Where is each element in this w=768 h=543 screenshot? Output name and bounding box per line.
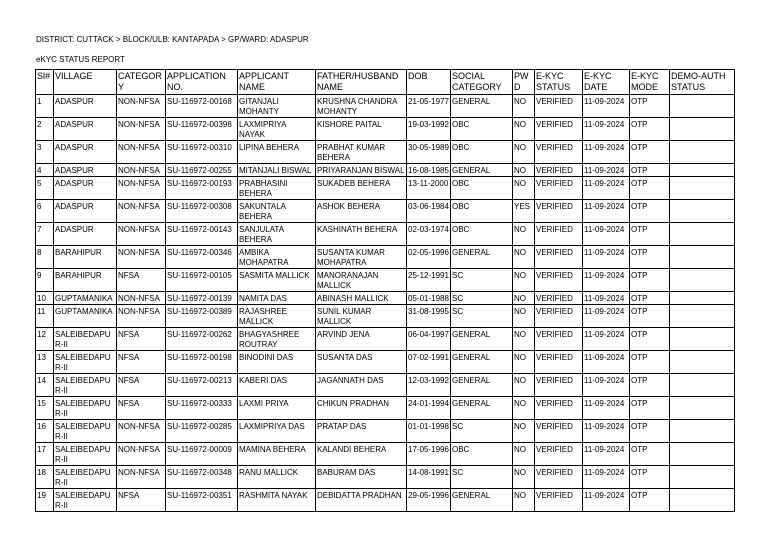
cell-dob: 31-08-1995 xyxy=(407,305,451,328)
cell-village: GUPTAMANIKA xyxy=(54,292,117,305)
cell-pwd: NO xyxy=(513,351,535,374)
cell-demo-auth-status xyxy=(670,246,735,269)
cell-demo-auth-status xyxy=(670,397,735,420)
cell-social-category: GENERAL xyxy=(451,164,513,177)
cell-pwd: NO xyxy=(513,328,535,351)
cell-category: NON-NFSA xyxy=(117,141,166,164)
cell-sl-no: 19 xyxy=(36,489,54,512)
table-row xyxy=(36,223,735,246)
cell-dob: 17-05-1996 xyxy=(407,443,451,466)
table-row xyxy=(36,305,735,328)
column-header-village: VILLAGE xyxy=(54,70,117,95)
cell-category: NON-NFSA xyxy=(117,466,166,489)
cell-ekyc-mode: OTP xyxy=(630,328,670,351)
cell-applicant-name: SAKUNTALA BEHERA xyxy=(238,200,316,223)
location-breadcrumb: DISTRICT: CUTTACK > BLOCK/ULB: KANTAPADA > GP/WARD: ADASPUR xyxy=(36,35,309,44)
cell-ekyc-mode: OTP xyxy=(630,292,670,305)
cell-father-husband-name: ASHOK BEHERA xyxy=(316,200,407,223)
cell-ekyc-date: 11-09-2024 xyxy=(583,292,630,305)
cell-sl-no: 8 xyxy=(36,246,54,269)
cell-dob: 19-03-1992 xyxy=(407,118,451,141)
cell-father-husband-name: KASHINATH BEHERA xyxy=(316,223,407,246)
cell-category: NFSA xyxy=(117,489,166,512)
cell-social-category: GENERAL xyxy=(451,246,513,269)
cell-application-no: SU-116972-00193 xyxy=(166,177,238,200)
cell-social-category: GENERAL xyxy=(451,374,513,397)
cell-ekyc-date: 11-09-2024 xyxy=(583,95,630,118)
cell-application-no: SU-116972-00351 xyxy=(166,489,238,512)
cell-category: NFSA xyxy=(117,397,166,420)
cell-father-husband-name: BABURAM DAS xyxy=(316,466,407,489)
cell-ekyc-status: VERIFIED xyxy=(535,305,583,328)
cell-ekyc-mode: OTP xyxy=(630,246,670,269)
table-row xyxy=(36,328,735,351)
cell-ekyc-date: 11-09-2024 xyxy=(583,118,630,141)
cell-village: SALEIBEDAPUR-II xyxy=(54,489,117,512)
cell-pwd: NO xyxy=(513,246,535,269)
cell-dob: 05-01-1988 xyxy=(407,292,451,305)
cell-ekyc-mode: OTP xyxy=(630,305,670,328)
cell-ekyc-status: VERIFIED xyxy=(535,95,583,118)
cell-ekyc-date: 11-09-2024 xyxy=(583,328,630,351)
cell-pwd: NO xyxy=(513,118,535,141)
cell-father-husband-name: KISHORE PAITAL xyxy=(316,118,407,141)
cell-applicant-name: KABERI DAS xyxy=(238,374,316,397)
cell-father-husband-name: CHIKUN PRADHAN xyxy=(316,397,407,420)
cell-applicant-name: LIPINA BEHERA xyxy=(238,141,316,164)
cell-category: NFSA xyxy=(117,328,166,351)
cell-category: NON-NFSA xyxy=(117,420,166,443)
cell-ekyc-mode: OTP xyxy=(630,489,670,512)
cell-ekyc-mode: OTP xyxy=(630,177,670,200)
column-header-ekyc-status: E-KYC STATUS xyxy=(535,70,583,95)
cell-category: NON-NFSA xyxy=(117,305,166,328)
table-row xyxy=(36,420,735,443)
cell-village: ADASPUR xyxy=(54,200,117,223)
cell-category: NFSA xyxy=(117,351,166,374)
table-row xyxy=(36,292,735,305)
cell-ekyc-status: VERIFIED xyxy=(535,164,583,177)
cell-demo-auth-status xyxy=(670,420,735,443)
ekyc-status-table xyxy=(35,69,735,512)
cell-ekyc-date: 11-09-2024 xyxy=(583,164,630,177)
cell-applicant-name: AMBIKA MOHAPATRA xyxy=(238,246,316,269)
cell-applicant-name: BHAGYASHREE ROUTRAY xyxy=(238,328,316,351)
cell-social-category: SC xyxy=(451,269,513,292)
cell-application-no: SU-116972-00262 xyxy=(166,328,238,351)
table-row xyxy=(36,141,735,164)
cell-dob: 06-04-1997 xyxy=(407,328,451,351)
cell-ekyc-mode: OTP xyxy=(630,200,670,223)
cell-dob: 03-06-1984 xyxy=(407,200,451,223)
cell-village: BARAHIPUR xyxy=(54,269,117,292)
cell-social-category: OBC xyxy=(451,118,513,141)
table-row xyxy=(36,246,735,269)
cell-pwd: NO xyxy=(513,420,535,443)
cell-ekyc-date: 11-09-2024 xyxy=(583,443,630,466)
cell-demo-auth-status xyxy=(670,223,735,246)
cell-social-category: OBC xyxy=(451,223,513,246)
cell-sl-no: 3 xyxy=(36,141,54,164)
cell-ekyc-mode: OTP xyxy=(630,269,670,292)
cell-category: NON-NFSA xyxy=(117,177,166,200)
table-row xyxy=(36,489,735,512)
cell-village: SALEIBEDAPUR-II xyxy=(54,351,117,374)
cell-village: ADASPUR xyxy=(54,223,117,246)
cell-application-no: SU-116972-00139 xyxy=(166,292,238,305)
cell-ekyc-status: VERIFIED xyxy=(535,328,583,351)
table-header-row xyxy=(36,70,735,95)
cell-social-category: GENERAL xyxy=(451,95,513,118)
cell-application-no: SU-116972-00333 xyxy=(166,397,238,420)
report-title: eKYC STATUS REPORT xyxy=(36,55,125,64)
cell-ekyc-status: VERIFIED xyxy=(535,246,583,269)
cell-applicant-name: RANU MALLICK xyxy=(238,466,316,489)
cell-village: GUPTAMANIKA xyxy=(54,305,117,328)
column-header-pwd: PWD xyxy=(513,70,535,95)
table-row xyxy=(36,118,735,141)
table-row xyxy=(36,443,735,466)
cell-applicant-name: RASHMITA NAYAK xyxy=(238,489,316,512)
cell-ekyc-date: 11-09-2024 xyxy=(583,223,630,246)
cell-ekyc-mode: OTP xyxy=(630,443,670,466)
cell-demo-auth-status xyxy=(670,489,735,512)
cell-ekyc-date: 11-09-2024 xyxy=(583,246,630,269)
cell-applicant-name: MITANJALI BISWAL xyxy=(238,164,316,177)
cell-social-category: OBC xyxy=(451,177,513,200)
table-row xyxy=(36,466,735,489)
cell-application-no: SU-116972-00348 xyxy=(166,466,238,489)
cell-applicant-name: PRABHASINI BEHERA xyxy=(238,177,316,200)
cell-application-no: SU-116972-00009 xyxy=(166,443,238,466)
table-row xyxy=(36,164,735,177)
cell-applicant-name: BINODINI DAS xyxy=(238,351,316,374)
cell-father-husband-name: MANORANAJAN MALLICK xyxy=(316,269,407,292)
cell-dob: 24-01-1994 xyxy=(407,397,451,420)
cell-applicant-name: LAXMIPRIYA DAS xyxy=(238,420,316,443)
table-row xyxy=(36,351,735,374)
cell-father-husband-name: PRIYARANJAN BISWAL xyxy=(316,164,407,177)
cell-applicant-name: NAMITA DAS xyxy=(238,292,316,305)
cell-demo-auth-status xyxy=(670,443,735,466)
cell-dob: 02-05-1996 xyxy=(407,246,451,269)
cell-sl-no: 1 xyxy=(36,95,54,118)
column-header-ekyc-mode: E-KYC MODE xyxy=(630,70,670,95)
table-row xyxy=(36,374,735,397)
cell-sl-no: 17 xyxy=(36,443,54,466)
cell-pwd: NO xyxy=(513,466,535,489)
cell-ekyc-status: VERIFIED xyxy=(535,374,583,397)
cell-father-husband-name: KALANDI BEHERA xyxy=(316,443,407,466)
cell-village: SALEIBEDAPUR-II xyxy=(54,374,117,397)
cell-ekyc-mode: OTP xyxy=(630,118,670,141)
cell-sl-no: 14 xyxy=(36,374,54,397)
cell-pwd: NO xyxy=(513,164,535,177)
cell-village: SALEIBEDAPUR-II xyxy=(54,328,117,351)
cell-sl-no: 7 xyxy=(36,223,54,246)
cell-application-no: SU-116972-00308 xyxy=(166,200,238,223)
cell-father-husband-name: PRATAP DAS xyxy=(316,420,407,443)
cell-applicant-name: GITANJALI MOHANTY xyxy=(238,95,316,118)
cell-ekyc-date: 11-09-2024 xyxy=(583,351,630,374)
cell-father-husband-name: SUNIL KUMAR MALLICK xyxy=(316,305,407,328)
table-row xyxy=(36,95,735,118)
cell-application-no: SU-116972-00255 xyxy=(166,164,238,177)
cell-social-category: SC xyxy=(451,420,513,443)
cell-social-category: SC xyxy=(451,305,513,328)
cell-demo-auth-status xyxy=(670,269,735,292)
cell-ekyc-mode: OTP xyxy=(630,141,670,164)
cell-demo-auth-status xyxy=(670,95,735,118)
cell-father-husband-name: ABINASH MALLICK xyxy=(316,292,407,305)
cell-ekyc-status: VERIFIED xyxy=(535,200,583,223)
cell-dob: 01-01-1998 xyxy=(407,420,451,443)
cell-application-no: SU-116972-00105 xyxy=(166,269,238,292)
cell-ekyc-date: 11-09-2024 xyxy=(583,141,630,164)
cell-category: NON-NFSA xyxy=(117,200,166,223)
cell-village: SALEIBEDAPUR-II xyxy=(54,420,117,443)
cell-sl-no: 16 xyxy=(36,420,54,443)
column-header-application-no: APPLICATION NO. xyxy=(166,70,238,95)
cell-father-husband-name: JAGANNATH DAS xyxy=(316,374,407,397)
cell-father-husband-name: SUSANTA KUMAR MOHAPATRA xyxy=(316,246,407,269)
cell-ekyc-status: VERIFIED xyxy=(535,397,583,420)
table-row xyxy=(36,269,735,292)
table-row xyxy=(36,200,735,223)
cell-sl-no: 2 xyxy=(36,118,54,141)
cell-application-no: SU-116972-00198 xyxy=(166,351,238,374)
cell-applicant-name: MAMINA BEHERA xyxy=(238,443,316,466)
column-header-sl-no: Sl# xyxy=(36,70,54,95)
cell-pwd: NO xyxy=(513,374,535,397)
cell-pwd: NO xyxy=(513,397,535,420)
cell-demo-auth-status xyxy=(670,466,735,489)
column-header-father-husband-name: FATHER/HUSBAND NAME xyxy=(316,70,407,95)
cell-demo-auth-status xyxy=(670,118,735,141)
cell-social-category: OBC xyxy=(451,141,513,164)
cell-pwd: NO xyxy=(513,305,535,328)
cell-village: SALEIBEDAPUR-II xyxy=(54,397,117,420)
cell-application-no: SU-116972-00389 xyxy=(166,305,238,328)
cell-category: NFSA xyxy=(117,269,166,292)
cell-sl-no: 11 xyxy=(36,305,54,328)
cell-ekyc-date: 11-09-2024 xyxy=(583,374,630,397)
table-body xyxy=(36,95,735,512)
cell-social-category: OBC xyxy=(451,200,513,223)
cell-social-category: GENERAL xyxy=(451,397,513,420)
cell-father-husband-name: DEBIDATTA PRADHAN xyxy=(316,489,407,512)
cell-demo-auth-status xyxy=(670,141,735,164)
cell-application-no: SU-116972-00285 xyxy=(166,420,238,443)
cell-demo-auth-status xyxy=(670,351,735,374)
cell-father-husband-name: SUSANTA DAS xyxy=(316,351,407,374)
cell-demo-auth-status xyxy=(670,200,735,223)
cell-ekyc-status: VERIFIED xyxy=(535,489,583,512)
cell-category: NON-NFSA xyxy=(117,292,166,305)
cell-applicant-name: SASMITA MALLICK xyxy=(238,269,316,292)
column-header-applicant-name: APPLICANT NAME xyxy=(238,70,316,95)
cell-village: SALEIBEDAPUR-II xyxy=(54,443,117,466)
cell-ekyc-mode: OTP xyxy=(630,397,670,420)
cell-ekyc-date: 11-09-2024 xyxy=(583,200,630,223)
column-header-demo-auth-status: DEMO-AUTH STATUS xyxy=(670,70,735,95)
cell-applicant-name: LAXMIPRIYA NAYAK xyxy=(238,118,316,141)
cell-demo-auth-status xyxy=(670,164,735,177)
cell-dob: 14-08-1991 xyxy=(407,466,451,489)
cell-pwd: NO xyxy=(513,141,535,164)
table-row xyxy=(36,177,735,200)
cell-demo-auth-status xyxy=(670,292,735,305)
cell-ekyc-date: 11-09-2024 xyxy=(583,397,630,420)
cell-ekyc-status: VERIFIED xyxy=(535,269,583,292)
column-header-ekyc-date: E-KYC DATE xyxy=(583,70,630,95)
cell-application-no: SU-116972-00168 xyxy=(166,95,238,118)
cell-village: SALEIBEDAPUR-II xyxy=(54,466,117,489)
cell-pwd: NO xyxy=(513,223,535,246)
cell-dob: 30-05-1989 xyxy=(407,141,451,164)
cell-dob: 25-12-1991 xyxy=(407,269,451,292)
column-header-dob: DOB xyxy=(407,70,451,95)
cell-ekyc-status: VERIFIED xyxy=(535,223,583,246)
cell-category: NON-NFSA xyxy=(117,223,166,246)
cell-ekyc-mode: OTP xyxy=(630,95,670,118)
column-header-category: CATEGORY xyxy=(117,70,166,95)
cell-category: NON-NFSA xyxy=(117,246,166,269)
cell-sl-no: 6 xyxy=(36,200,54,223)
cell-ekyc-date: 11-09-2024 xyxy=(583,489,630,512)
cell-applicant-name: LAXMI PRIYA xyxy=(238,397,316,420)
cell-ekyc-status: VERIFIED xyxy=(535,443,583,466)
cell-dob: 12-03-1992 xyxy=(407,374,451,397)
cell-demo-auth-status xyxy=(670,305,735,328)
cell-pwd: NO xyxy=(513,95,535,118)
cell-ekyc-date: 11-09-2024 xyxy=(583,305,630,328)
cell-dob: 07-02-1991 xyxy=(407,351,451,374)
cell-ekyc-mode: OTP xyxy=(630,351,670,374)
cell-application-no: SU-116972-00143 xyxy=(166,223,238,246)
cell-category: NON-NFSA xyxy=(117,118,166,141)
cell-pwd: NO xyxy=(513,443,535,466)
cell-applicant-name: SANJULATA BEHERA xyxy=(238,223,316,246)
cell-application-no: SU-116972-00213 xyxy=(166,374,238,397)
cell-ekyc-status: VERIFIED xyxy=(535,292,583,305)
table-row xyxy=(36,397,735,420)
cell-ekyc-date: 11-09-2024 xyxy=(583,177,630,200)
cell-ekyc-date: 11-09-2024 xyxy=(583,269,630,292)
cell-ekyc-status: VERIFIED xyxy=(535,118,583,141)
cell-pwd: NO xyxy=(513,489,535,512)
cell-ekyc-status: VERIFIED xyxy=(535,420,583,443)
cell-sl-no: 9 xyxy=(36,269,54,292)
cell-dob: 21-05-1977 xyxy=(407,95,451,118)
cell-pwd: NO xyxy=(513,269,535,292)
cell-ekyc-mode: OTP xyxy=(630,164,670,177)
cell-father-husband-name: ARVIND JENA xyxy=(316,328,407,351)
cell-sl-no: 5 xyxy=(36,177,54,200)
cell-sl-no: 18 xyxy=(36,466,54,489)
cell-sl-no: 12 xyxy=(36,328,54,351)
cell-dob: 29-05-1996 xyxy=(407,489,451,512)
cell-category: NON-NFSA xyxy=(117,443,166,466)
cell-father-husband-name: SUKADEB BEHERA xyxy=(316,177,407,200)
cell-pwd: NO xyxy=(513,177,535,200)
cell-applicant-name: RAJASHREE MALLICK xyxy=(238,305,316,328)
cell-ekyc-mode: OTP xyxy=(630,466,670,489)
cell-village: ADASPUR xyxy=(54,118,117,141)
cell-ekyc-mode: OTP xyxy=(630,223,670,246)
cell-dob: 16-08-1985 xyxy=(407,164,451,177)
cell-category: NON-NFSA xyxy=(117,95,166,118)
cell-category: NON-NFSA xyxy=(117,164,166,177)
cell-social-category: GENERAL xyxy=(451,489,513,512)
cell-village: ADASPUR xyxy=(54,177,117,200)
cell-village: BARAHIPUR xyxy=(54,246,117,269)
cell-demo-auth-status xyxy=(670,177,735,200)
cell-father-husband-name: PRABHAT KUMAR BEHERA xyxy=(316,141,407,164)
cell-application-no: SU-116972-00398 xyxy=(166,118,238,141)
cell-social-category: OBC xyxy=(451,443,513,466)
cell-category: NFSA xyxy=(117,374,166,397)
cell-application-no: SU-116972-00310 xyxy=(166,141,238,164)
cell-demo-auth-status xyxy=(670,374,735,397)
cell-social-category: SC xyxy=(451,466,513,489)
cell-ekyc-mode: OTP xyxy=(630,420,670,443)
cell-dob: 13-11-2000 xyxy=(407,177,451,200)
cell-ekyc-status: VERIFIED xyxy=(535,351,583,374)
cell-social-category: GENERAL xyxy=(451,328,513,351)
cell-social-category: SC xyxy=(451,292,513,305)
cell-dob: 02-03-1974 xyxy=(407,223,451,246)
cell-pwd: YES xyxy=(513,200,535,223)
cell-social-category: GENERAL xyxy=(451,351,513,374)
cell-ekyc-status: VERIFIED xyxy=(535,177,583,200)
cell-ekyc-status: VERIFIED xyxy=(535,466,583,489)
column-header-social-category: SOCIAL CATEGORY xyxy=(451,70,513,95)
cell-village: ADASPUR xyxy=(54,95,117,118)
cell-village: ADASPUR xyxy=(54,141,117,164)
cell-sl-no: 13 xyxy=(36,351,54,374)
cell-sl-no: 15 xyxy=(36,397,54,420)
cell-sl-no: 10 xyxy=(36,292,54,305)
cell-father-husband-name: KRUSHNA CHANDRA MOHANTY xyxy=(316,95,407,118)
cell-pwd: NO xyxy=(513,292,535,305)
cell-application-no: SU-116972-00346 xyxy=(166,246,238,269)
cell-sl-no: 4 xyxy=(36,164,54,177)
cell-ekyc-date: 11-09-2024 xyxy=(583,466,630,489)
cell-ekyc-status: VERIFIED xyxy=(535,141,583,164)
cell-ekyc-mode: OTP xyxy=(630,374,670,397)
cell-demo-auth-status xyxy=(670,328,735,351)
cell-ekyc-date: 11-09-2024 xyxy=(583,420,630,443)
cell-village: ADASPUR xyxy=(54,164,117,177)
